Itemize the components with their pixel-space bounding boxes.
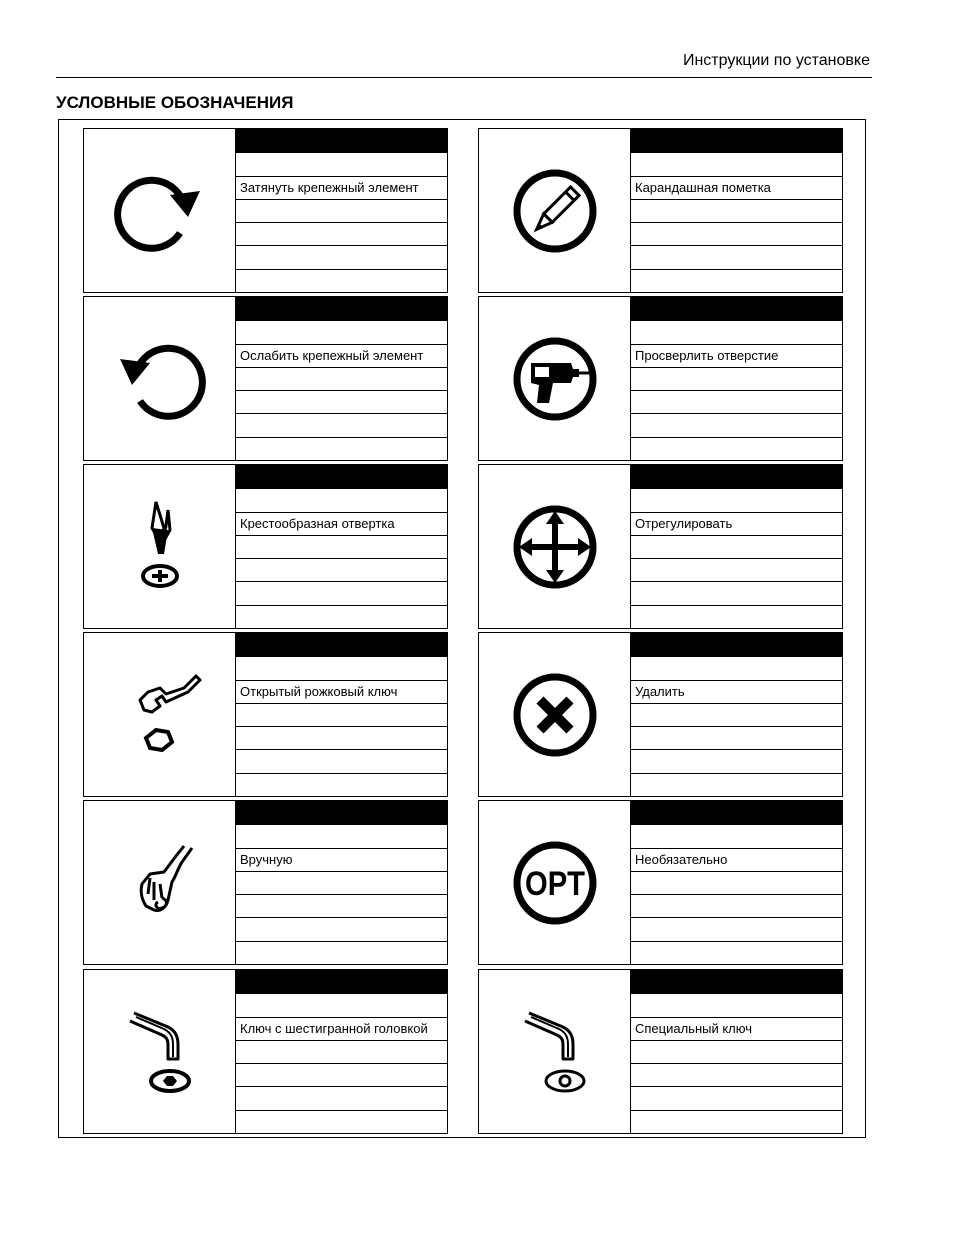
table-row (236, 606, 447, 628)
table-row (236, 391, 447, 414)
table-row (631, 1041, 842, 1064)
symbol-label: Специальный ключ (631, 1018, 842, 1041)
table-row-header (236, 633, 447, 657)
table-row (631, 1064, 842, 1087)
symbol-label: Крестообразная отвертка (236, 513, 447, 536)
table-row (631, 657, 842, 680)
table-row (236, 1111, 447, 1133)
symbol-card-optional (478, 800, 843, 965)
table-row (631, 391, 842, 414)
table-row (631, 489, 842, 512)
table-row (236, 942, 447, 964)
table-row (631, 559, 842, 582)
table-row (236, 368, 447, 391)
symbol-label: Удалить (631, 681, 842, 704)
table-row (631, 582, 842, 605)
table-row (631, 321, 842, 344)
table-row-header (236, 970, 447, 994)
table-row (631, 825, 842, 848)
symbol-card-adjust (478, 464, 843, 629)
table-row (631, 895, 842, 918)
table-row (236, 774, 447, 796)
table-row (631, 1111, 842, 1133)
symbol-card-drill (478, 296, 843, 461)
symbol-card-special-key (478, 969, 843, 1134)
table-row (236, 414, 447, 437)
table-row (631, 774, 842, 796)
header-section-title: Инструкции по установке (682, 52, 870, 69)
optional-icon-text: OPT (524, 864, 585, 903)
table-row (236, 200, 447, 223)
table-row (236, 223, 447, 246)
loosen-icon (110, 329, 210, 429)
symbol-label: Вручную (236, 849, 447, 872)
symbol-card-open-end-wrench (83, 632, 448, 797)
table-row (236, 895, 447, 918)
table-row-header (236, 801, 447, 825)
table-row (236, 872, 447, 895)
table-row (631, 872, 842, 895)
symbol-label: Карандашная пометка (631, 177, 842, 200)
symbol-card-loosen (83, 296, 448, 461)
table-row (236, 1041, 447, 1064)
table-row (236, 918, 447, 941)
table-row-header (236, 465, 447, 489)
drill-icon (505, 329, 605, 429)
table-row-header (631, 465, 842, 489)
table-row (236, 582, 447, 605)
table-row (236, 153, 447, 176)
table-row (631, 223, 842, 246)
optional-icon (505, 833, 605, 933)
table-row (631, 606, 842, 628)
table-row-header (631, 129, 842, 153)
table-row (631, 368, 842, 391)
table-row-header (236, 297, 447, 321)
symbol-label: Ослабить крепежный элемент (236, 345, 447, 368)
symbol-card-pencil-mark (478, 128, 843, 293)
symbol-card-hand (83, 800, 448, 965)
table-row (236, 825, 447, 848)
table-row (631, 1087, 842, 1110)
table-row (236, 750, 447, 773)
symbol-label: Открытый рожковый ключ (236, 681, 447, 704)
table-row-header (631, 801, 842, 825)
header-rule (56, 77, 872, 78)
symbol-label: Необязательно (631, 849, 842, 872)
table-row-header (631, 297, 842, 321)
symbol-label: Ключ с шестигранной головкой (236, 1018, 447, 1041)
table-row (236, 246, 447, 269)
remove-icon (505, 665, 605, 765)
page-title: УСЛОВНЫЕ ОБОЗНАЧЕНИЯ (56, 93, 294, 112)
table-row (236, 536, 447, 559)
table-row (631, 727, 842, 750)
table-row-header (631, 633, 842, 657)
table-row (236, 489, 447, 512)
table-row (236, 727, 447, 750)
special-key-icon (505, 997, 605, 1107)
hand-icon (110, 828, 210, 938)
table-row (631, 414, 842, 437)
pencil-mark-icon (505, 161, 605, 261)
symbol-card-tighten (83, 128, 448, 293)
table-row (631, 438, 842, 460)
table-row (631, 200, 842, 223)
tighten-icon (110, 161, 210, 261)
table-row (631, 942, 842, 964)
adjust-icon (505, 497, 605, 597)
table-row-header (631, 970, 842, 994)
table-row (236, 321, 447, 344)
table-row (631, 270, 842, 292)
symbol-label: Отрегулировать (631, 513, 842, 536)
table-row-header (236, 129, 447, 153)
symbol-label: Затянуть крепежный элемент (236, 177, 447, 200)
table-row (631, 918, 842, 941)
table-row (236, 704, 447, 727)
table-row (236, 1087, 447, 1110)
table-row (631, 750, 842, 773)
symbol-label: Просверлить отверстие (631, 345, 842, 368)
table-row (236, 1064, 447, 1087)
symbol-card-phillips-screwdriver (83, 464, 448, 629)
table-row (236, 270, 447, 292)
table-row (631, 246, 842, 269)
table-row (236, 559, 447, 582)
symbol-card-remove (478, 632, 843, 797)
table-row (631, 704, 842, 727)
table-row (631, 153, 842, 176)
table-row (631, 994, 842, 1017)
open-end-wrench-icon (110, 660, 210, 770)
symbol-card-hex-key (83, 969, 448, 1134)
table-row (631, 536, 842, 559)
table-row (236, 657, 447, 680)
phillips-screwdriver-icon (110, 492, 210, 602)
hex-key-icon (110, 997, 210, 1107)
table-row (236, 438, 447, 460)
table-row (236, 994, 447, 1017)
